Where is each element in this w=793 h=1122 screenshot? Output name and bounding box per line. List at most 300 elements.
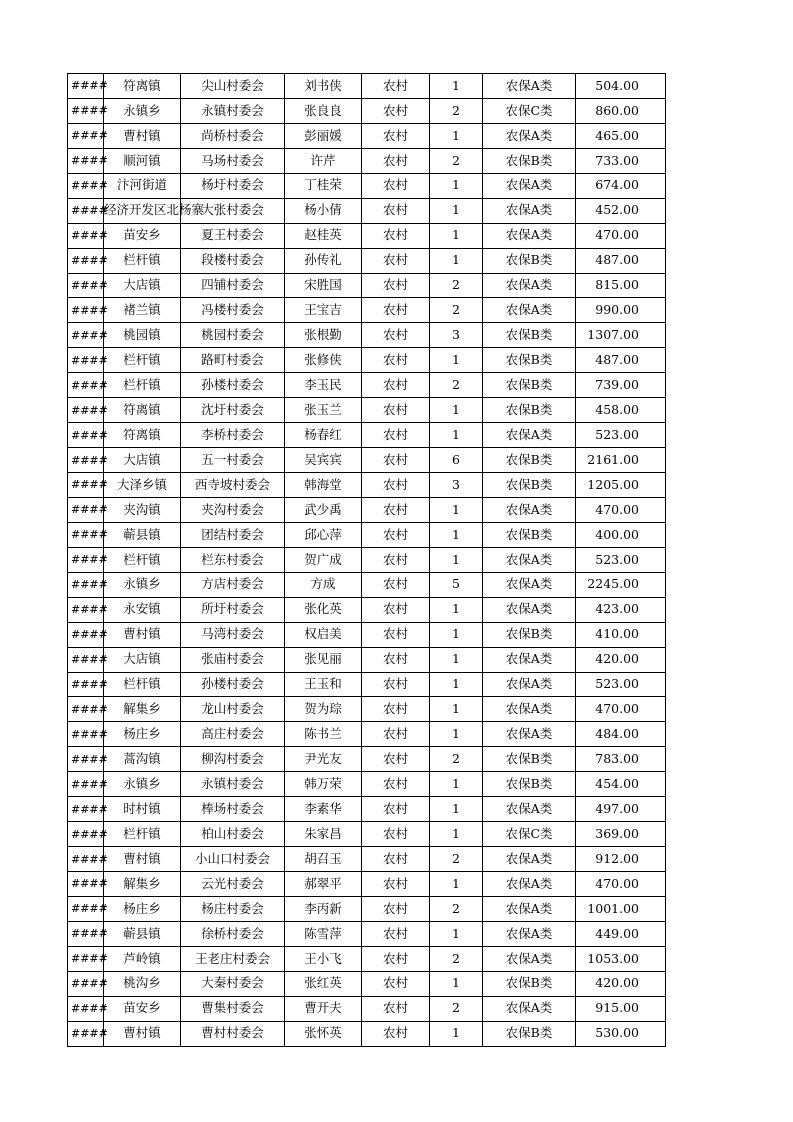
cell-name: 贺为琮 bbox=[285, 697, 362, 722]
cell-name: 郝翠平 bbox=[285, 872, 362, 897]
cell-village: 所圩村委会 bbox=[181, 597, 285, 622]
table-row bbox=[68, 722, 666, 747]
cell-area: 农村 bbox=[362, 473, 430, 498]
cell-date: #### bbox=[68, 373, 104, 398]
cell-count: 1 bbox=[430, 647, 483, 672]
cell-area: 农村 bbox=[362, 772, 430, 797]
cell-village: 路町村委会 bbox=[181, 348, 285, 373]
cell-category: 农保A类 bbox=[483, 797, 576, 822]
cell-count: 1 bbox=[430, 722, 483, 747]
cell-date: #### bbox=[68, 772, 104, 797]
cell-area: 农村 bbox=[362, 423, 430, 448]
cell-area: 农村 bbox=[362, 946, 430, 971]
cell-category: 农保A类 bbox=[483, 273, 576, 298]
cell-category: 农保A类 bbox=[483, 647, 576, 672]
table-row bbox=[68, 497, 666, 522]
table-row bbox=[68, 74, 666, 99]
cell-town: 大泽乡镇 bbox=[104, 473, 181, 498]
cell-category: 农保B类 bbox=[483, 772, 576, 797]
cell-area: 农村 bbox=[362, 722, 430, 747]
cell-count: 1 bbox=[430, 622, 483, 647]
cell-name: 张良良 bbox=[285, 98, 362, 123]
cell-area: 农村 bbox=[362, 373, 430, 398]
cell-village: 夏王村委会 bbox=[181, 223, 285, 248]
cell-town: 永镇乡 bbox=[104, 572, 181, 597]
cell-name: 张见丽 bbox=[285, 647, 362, 672]
cell-date: #### bbox=[68, 996, 104, 1021]
cell-area: 农村 bbox=[362, 872, 430, 897]
cell-village: 棒场村委会 bbox=[181, 797, 285, 822]
cell-amount: 470.00 bbox=[576, 223, 666, 248]
cell-category: 农保A类 bbox=[483, 996, 576, 1021]
cell-date: #### bbox=[68, 448, 104, 473]
cell-date: #### bbox=[68, 148, 104, 173]
table-row bbox=[68, 872, 666, 897]
cell-amount: 815.00 bbox=[576, 273, 666, 298]
cell-name: 刘书侠 bbox=[285, 74, 362, 99]
cell-village: 团结村委会 bbox=[181, 522, 285, 547]
cell-village: 李桥村委会 bbox=[181, 423, 285, 448]
cell-date: #### bbox=[68, 173, 104, 198]
cell-village: 沈圩村委会 bbox=[181, 398, 285, 423]
table-row bbox=[68, 896, 666, 921]
table-row bbox=[68, 248, 666, 273]
cell-amount: 523.00 bbox=[576, 423, 666, 448]
cell-count: 1 bbox=[430, 74, 483, 99]
cell-village: 栏东村委会 bbox=[181, 547, 285, 572]
cell-town: 大店镇 bbox=[104, 273, 181, 298]
table-row bbox=[68, 647, 666, 672]
cell-category: 农保A类 bbox=[483, 298, 576, 323]
cell-village: 王老庄村委会 bbox=[181, 946, 285, 971]
cell-category: 农保A类 bbox=[483, 423, 576, 448]
cell-name: 陈雪萍 bbox=[285, 921, 362, 946]
cell-name: 张玉兰 bbox=[285, 398, 362, 423]
cell-town: 汴河街道 bbox=[104, 173, 181, 198]
cell-town: 栏杆镇 bbox=[104, 248, 181, 273]
cell-name: 彭丽媛 bbox=[285, 123, 362, 148]
cell-date: #### bbox=[68, 672, 104, 697]
cell-name: 李丙新 bbox=[285, 896, 362, 921]
cell-date: #### bbox=[68, 398, 104, 423]
cell-category: 农保B类 bbox=[483, 971, 576, 996]
cell-category: 农保B类 bbox=[483, 1021, 576, 1046]
cell-date: #### bbox=[68, 323, 104, 348]
cell-town: 苗安乡 bbox=[104, 996, 181, 1021]
cell-category: 农保A类 bbox=[483, 672, 576, 697]
cell-name: 贺广成 bbox=[285, 547, 362, 572]
cell-category: 农保B类 bbox=[483, 373, 576, 398]
table-row bbox=[68, 697, 666, 722]
cell-town: 顺河镇 bbox=[104, 148, 181, 173]
cell-name: 李玉民 bbox=[285, 373, 362, 398]
cell-area: 农村 bbox=[362, 497, 430, 522]
cell-count: 1 bbox=[430, 423, 483, 448]
cell-area: 农村 bbox=[362, 797, 430, 822]
cell-category: 农保C类 bbox=[483, 822, 576, 847]
cell-count: 1 bbox=[430, 797, 483, 822]
cell-name: 张红英 bbox=[285, 971, 362, 996]
table-row bbox=[68, 747, 666, 772]
cell-town: 桃沟乡 bbox=[104, 971, 181, 996]
cell-area: 农村 bbox=[362, 971, 430, 996]
cell-village: 马场村委会 bbox=[181, 148, 285, 173]
cell-village: 杨庄村委会 bbox=[181, 896, 285, 921]
cell-area: 农村 bbox=[362, 522, 430, 547]
cell-area: 农村 bbox=[362, 98, 430, 123]
cell-category: 农保C类 bbox=[483, 98, 576, 123]
cell-village: 夹沟村委会 bbox=[181, 497, 285, 522]
table-row bbox=[68, 473, 666, 498]
cell-amount: 497.00 bbox=[576, 797, 666, 822]
cell-category: 农保A类 bbox=[483, 921, 576, 946]
table-row bbox=[68, 847, 666, 872]
cell-area: 农村 bbox=[362, 847, 430, 872]
cell-date: #### bbox=[68, 747, 104, 772]
cell-village: 尚桥村委会 bbox=[181, 123, 285, 148]
table-row bbox=[68, 597, 666, 622]
cell-category: 农保A类 bbox=[483, 896, 576, 921]
cell-town: 桃园镇 bbox=[104, 323, 181, 348]
table-row bbox=[68, 223, 666, 248]
table-row bbox=[68, 772, 666, 797]
cell-count: 1 bbox=[430, 672, 483, 697]
cell-name: 吴宾宾 bbox=[285, 448, 362, 473]
cell-category: 农保A类 bbox=[483, 223, 576, 248]
table-row bbox=[68, 572, 666, 597]
cell-count: 1 bbox=[430, 198, 483, 223]
cell-village: 大秦村委会 bbox=[181, 971, 285, 996]
cell-area: 农村 bbox=[362, 697, 430, 722]
cell-count: 1 bbox=[430, 822, 483, 847]
cell-village: 西寺坡村委会 bbox=[181, 473, 285, 498]
table-row bbox=[68, 1021, 666, 1046]
cell-date: #### bbox=[68, 946, 104, 971]
cell-amount: 2245.00 bbox=[576, 572, 666, 597]
table-row bbox=[68, 123, 666, 148]
table-row bbox=[68, 797, 666, 822]
table-row bbox=[68, 98, 666, 123]
cell-town: 曹村镇 bbox=[104, 123, 181, 148]
cell-amount: 400.00 bbox=[576, 522, 666, 547]
cell-category: 农保B类 bbox=[483, 148, 576, 173]
cell-date: #### bbox=[68, 123, 104, 148]
cell-name: 胡召玉 bbox=[285, 847, 362, 872]
cell-count: 2 bbox=[430, 98, 483, 123]
cell-town: 褚兰镇 bbox=[104, 298, 181, 323]
cell-area: 农村 bbox=[362, 223, 430, 248]
cell-village: 马湾村委会 bbox=[181, 622, 285, 647]
cell-village: 张庙村委会 bbox=[181, 647, 285, 672]
cell-amount: 487.00 bbox=[576, 248, 666, 273]
cell-town: 永安镇 bbox=[104, 597, 181, 622]
cell-category: 农保A类 bbox=[483, 198, 576, 223]
cell-town: 蕲县镇 bbox=[104, 921, 181, 946]
cell-count: 2 bbox=[430, 946, 483, 971]
table-row bbox=[68, 946, 666, 971]
cell-count: 1 bbox=[430, 223, 483, 248]
cell-town: 栏杆镇 bbox=[104, 547, 181, 572]
cell-count: 1 bbox=[430, 547, 483, 572]
cell-count: 1 bbox=[430, 398, 483, 423]
cell-area: 农村 bbox=[362, 597, 430, 622]
cell-area: 农村 bbox=[362, 747, 430, 772]
cell-category: 农保A类 bbox=[483, 722, 576, 747]
cell-amount: 860.00 bbox=[576, 98, 666, 123]
cell-village: 孙楼村委会 bbox=[181, 672, 285, 697]
cell-amount: 674.00 bbox=[576, 173, 666, 198]
cell-date: #### bbox=[68, 273, 104, 298]
cell-area: 农村 bbox=[362, 572, 430, 597]
cell-amount: 449.00 bbox=[576, 921, 666, 946]
cell-count: 1 bbox=[430, 772, 483, 797]
table-row bbox=[68, 148, 666, 173]
cell-name: 邱心萍 bbox=[285, 522, 362, 547]
cell-amount: 990.00 bbox=[576, 298, 666, 323]
cell-category: 农保B类 bbox=[483, 348, 576, 373]
cell-town: 杨庄乡 bbox=[104, 896, 181, 921]
table-row bbox=[68, 323, 666, 348]
cell-date: #### bbox=[68, 98, 104, 123]
cell-town: 曹村镇 bbox=[104, 622, 181, 647]
cell-name: 张根勤 bbox=[285, 323, 362, 348]
cell-area: 农村 bbox=[362, 198, 430, 223]
cell-date: #### bbox=[68, 522, 104, 547]
table-row bbox=[68, 448, 666, 473]
table-row bbox=[68, 672, 666, 697]
cell-area: 农村 bbox=[362, 622, 430, 647]
cell-count: 1 bbox=[430, 248, 483, 273]
cell-count: 2 bbox=[430, 996, 483, 1021]
table-row bbox=[68, 522, 666, 547]
cell-name: 陈书兰 bbox=[285, 722, 362, 747]
cell-area: 农村 bbox=[362, 921, 430, 946]
cell-amount: 452.00 bbox=[576, 198, 666, 223]
cell-village: 柏山村委会 bbox=[181, 822, 285, 847]
cell-town: 永镇乡 bbox=[104, 772, 181, 797]
cell-name: 张修侠 bbox=[285, 348, 362, 373]
cell-count: 1 bbox=[430, 921, 483, 946]
cell-count: 1 bbox=[430, 697, 483, 722]
cell-amount: 487.00 bbox=[576, 348, 666, 373]
cell-date: #### bbox=[68, 597, 104, 622]
cell-area: 农村 bbox=[362, 647, 430, 672]
cell-date: #### bbox=[68, 497, 104, 522]
cell-name: 曹开夫 bbox=[285, 996, 362, 1021]
cell-town: 杨庄乡 bbox=[104, 722, 181, 747]
cell-village: 曹集村委会 bbox=[181, 996, 285, 1021]
cell-town: 解集乡 bbox=[104, 697, 181, 722]
cell-category: 农保A类 bbox=[483, 697, 576, 722]
cell-village: 高庄村委会 bbox=[181, 722, 285, 747]
cell-name: 韩海堂 bbox=[285, 473, 362, 498]
cell-amount: 1001.00 bbox=[576, 896, 666, 921]
cell-area: 农村 bbox=[362, 398, 430, 423]
cell-date: #### bbox=[68, 872, 104, 897]
cell-count: 2 bbox=[430, 148, 483, 173]
cell-town: 经济开发区北杨寨 bbox=[104, 198, 181, 223]
cell-date: #### bbox=[68, 847, 104, 872]
cell-count: 6 bbox=[430, 448, 483, 473]
cell-area: 农村 bbox=[362, 448, 430, 473]
cell-date: #### bbox=[68, 622, 104, 647]
cell-amount: 739.00 bbox=[576, 373, 666, 398]
cell-amount: 470.00 bbox=[576, 697, 666, 722]
cell-amount: 420.00 bbox=[576, 647, 666, 672]
cell-town: 解集乡 bbox=[104, 872, 181, 897]
cell-date: #### bbox=[68, 697, 104, 722]
cell-name: 孙传礼 bbox=[285, 248, 362, 273]
cell-date: #### bbox=[68, 896, 104, 921]
cell-name: 朱家昌 bbox=[285, 822, 362, 847]
cell-date: #### bbox=[68, 822, 104, 847]
cell-area: 农村 bbox=[362, 298, 430, 323]
cell-category: 农保A类 bbox=[483, 497, 576, 522]
cell-date: #### bbox=[68, 547, 104, 572]
cell-count: 1 bbox=[430, 971, 483, 996]
cell-village: 杨圩村委会 bbox=[181, 173, 285, 198]
cell-name: 杨小倩 bbox=[285, 198, 362, 223]
cell-count: 1 bbox=[430, 597, 483, 622]
cell-name: 王小飞 bbox=[285, 946, 362, 971]
cell-amount: 484.00 bbox=[576, 722, 666, 747]
cell-area: 农村 bbox=[362, 248, 430, 273]
cell-count: 2 bbox=[430, 847, 483, 872]
cell-area: 农村 bbox=[362, 123, 430, 148]
table-row bbox=[68, 398, 666, 423]
table-row bbox=[68, 971, 666, 996]
cell-name: 张怀英 bbox=[285, 1021, 362, 1046]
table-row bbox=[68, 996, 666, 1021]
cell-amount: 912.00 bbox=[576, 847, 666, 872]
cell-name: 武少禹 bbox=[285, 497, 362, 522]
cell-area: 农村 bbox=[362, 348, 430, 373]
cell-date: #### bbox=[68, 921, 104, 946]
cell-count: 1 bbox=[430, 1021, 483, 1046]
cell-village: 四铺村委会 bbox=[181, 273, 285, 298]
cell-name: 赵桂英 bbox=[285, 223, 362, 248]
cell-count: 2 bbox=[430, 373, 483, 398]
cell-name: 权启美 bbox=[285, 622, 362, 647]
cell-category: 农保B类 bbox=[483, 622, 576, 647]
cell-town: 栏杆镇 bbox=[104, 373, 181, 398]
cell-town: 时村镇 bbox=[104, 797, 181, 822]
cell-amount: 1053.00 bbox=[576, 946, 666, 971]
cell-date: #### bbox=[68, 423, 104, 448]
cell-count: 1 bbox=[430, 497, 483, 522]
cell-village: 柳沟村委会 bbox=[181, 747, 285, 772]
cell-amount: 2161.00 bbox=[576, 448, 666, 473]
cell-category: 农保B类 bbox=[483, 398, 576, 423]
cell-count: 2 bbox=[430, 273, 483, 298]
table-row bbox=[68, 173, 666, 198]
table-row bbox=[68, 622, 666, 647]
cell-village: 曹村村委会 bbox=[181, 1021, 285, 1046]
cell-area: 农村 bbox=[362, 323, 430, 348]
cell-category: 农保B类 bbox=[483, 323, 576, 348]
cell-area: 农村 bbox=[362, 273, 430, 298]
cell-area: 农村 bbox=[362, 173, 430, 198]
cell-village: 龙山村委会 bbox=[181, 697, 285, 722]
cell-category: 农保A类 bbox=[483, 946, 576, 971]
cell-date: #### bbox=[68, 647, 104, 672]
cell-town: 永镇乡 bbox=[104, 98, 181, 123]
cell-name: 宋胜国 bbox=[285, 273, 362, 298]
cell-area: 农村 bbox=[362, 148, 430, 173]
cell-town: 苗安乡 bbox=[104, 223, 181, 248]
cell-category: 农保B类 bbox=[483, 747, 576, 772]
cell-count: 5 bbox=[430, 572, 483, 597]
table-row bbox=[68, 298, 666, 323]
cell-town: 蕲县镇 bbox=[104, 522, 181, 547]
cell-village: 冯楼村委会 bbox=[181, 298, 285, 323]
cell-name: 王玉和 bbox=[285, 672, 362, 697]
cell-village: 云光村委会 bbox=[181, 872, 285, 897]
cell-count: 1 bbox=[430, 123, 483, 148]
cell-town: 栏杆镇 bbox=[104, 348, 181, 373]
cell-town: 蒿沟镇 bbox=[104, 747, 181, 772]
cell-amount: 465.00 bbox=[576, 123, 666, 148]
cell-amount: 420.00 bbox=[576, 971, 666, 996]
table-row bbox=[68, 273, 666, 298]
cell-date: #### bbox=[68, 348, 104, 373]
cell-amount: 369.00 bbox=[576, 822, 666, 847]
cell-name: 方成 bbox=[285, 572, 362, 597]
cell-count: 3 bbox=[430, 473, 483, 498]
cell-category: 农保A类 bbox=[483, 173, 576, 198]
cell-area: 农村 bbox=[362, 1021, 430, 1046]
cell-date: #### bbox=[68, 223, 104, 248]
cell-village: 方店村委会 bbox=[181, 572, 285, 597]
cell-date: #### bbox=[68, 797, 104, 822]
cell-name: 尹光友 bbox=[285, 747, 362, 772]
cell-town: 符离镇 bbox=[104, 398, 181, 423]
cell-category: 农保A类 bbox=[483, 597, 576, 622]
cell-date: #### bbox=[68, 971, 104, 996]
cell-village: 永镇村委会 bbox=[181, 772, 285, 797]
cell-town: 栏杆镇 bbox=[104, 822, 181, 847]
cell-area: 农村 bbox=[362, 996, 430, 1021]
table-row bbox=[68, 348, 666, 373]
cell-category: 农保A类 bbox=[483, 847, 576, 872]
cell-village: 徐桥村委会 bbox=[181, 921, 285, 946]
cell-amount: 504.00 bbox=[576, 74, 666, 99]
cell-amount: 454.00 bbox=[576, 772, 666, 797]
cell-category: 农保B类 bbox=[483, 448, 576, 473]
cell-category: 农保A类 bbox=[483, 572, 576, 597]
cell-count: 1 bbox=[430, 522, 483, 547]
cell-amount: 458.00 bbox=[576, 398, 666, 423]
cell-category: 农保A类 bbox=[483, 74, 576, 99]
cell-count: 3 bbox=[430, 323, 483, 348]
cell-count: 1 bbox=[430, 348, 483, 373]
cell-village: 五一村委会 bbox=[181, 448, 285, 473]
cell-category: 农保A类 bbox=[483, 872, 576, 897]
cell-village: 小山口村委会 bbox=[181, 847, 285, 872]
cell-date: #### bbox=[68, 1021, 104, 1046]
cell-town: 大店镇 bbox=[104, 647, 181, 672]
cell-amount: 470.00 bbox=[576, 872, 666, 897]
cell-name: 杨春红 bbox=[285, 423, 362, 448]
cell-date: #### bbox=[68, 473, 104, 498]
cell-amount: 423.00 bbox=[576, 597, 666, 622]
cell-name: 韩万荣 bbox=[285, 772, 362, 797]
cell-date: #### bbox=[68, 298, 104, 323]
cell-count: 2 bbox=[430, 747, 483, 772]
cell-village: 段楼村委会 bbox=[181, 248, 285, 273]
table-row bbox=[68, 921, 666, 946]
table-row bbox=[68, 822, 666, 847]
